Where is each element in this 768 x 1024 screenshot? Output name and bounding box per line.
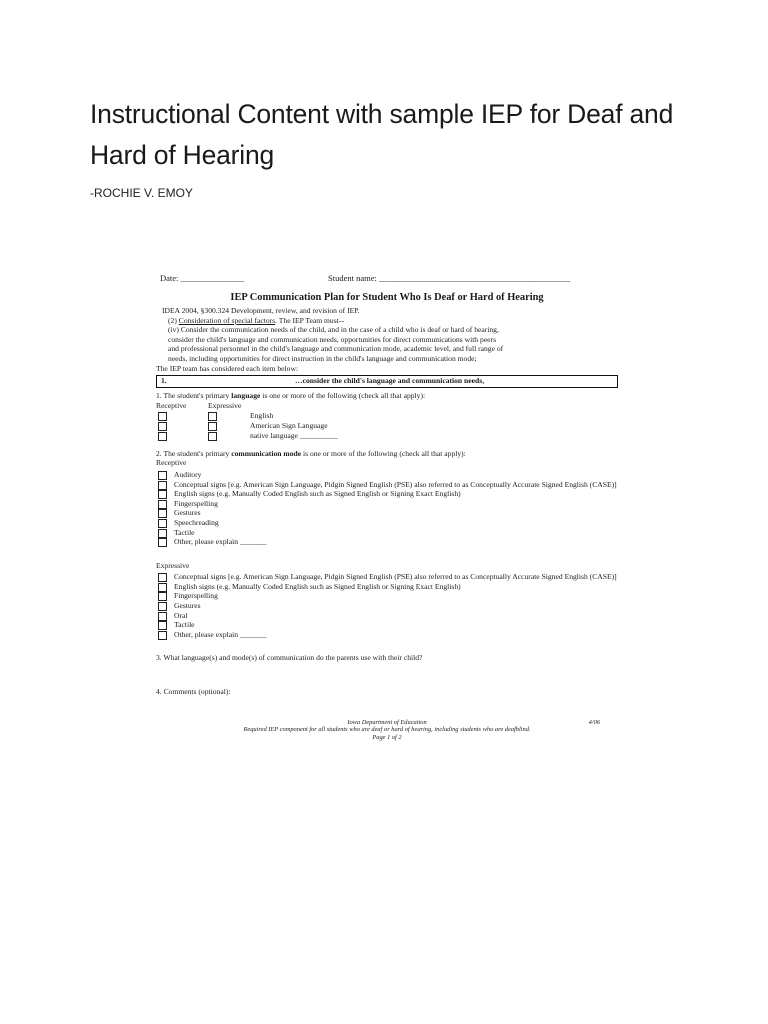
receptive-mode-item — [156, 518, 618, 528]
regulation-paragraph — [156, 325, 618, 363]
language-row — [156, 431, 618, 441]
regulation-line: and professional personnel in the child's language and communication mode, academic level, and full range of — [168, 344, 504, 354]
mode-label: Speechreading — [174, 517, 219, 527]
expressive-checkbox — [208, 432, 217, 441]
expressive-mode-item — [156, 601, 618, 611]
receptive-mode-item — [156, 537, 618, 547]
mode-label: Fingerspelling — [174, 498, 218, 508]
mode-label: Oral — [174, 610, 188, 620]
regulation-line: (iv) Consider the communication needs of the child, and in the case of a child who is deaf or hard of hearing, — [168, 325, 499, 335]
expressive-mode-item — [156, 572, 618, 582]
question-3: 3. What language(s) and mode(s) of communication do the parents use with their child? — [156, 653, 423, 663]
expressive-mode-item — [156, 591, 618, 601]
expressive-modes-heading: Expressive — [156, 560, 190, 570]
student-name-field-label: Student name: _____________________________________________ — [328, 273, 571, 283]
receptive-modes-list — [156, 470, 618, 547]
form-header-fields — [156, 272, 618, 285]
regulation-line: needs, including opportunities for direct instruction in the child's language and communication mode; — [168, 353, 477, 363]
special-factors-suffix: . The IEP Team must-- — [275, 315, 344, 325]
mode-label: Conceptual signs [e.g. American Sign Language, Pidgin Signed English (PSE) also referred to as Conceptually Accurate Signed English (CASE)] — [174, 479, 617, 489]
receptive-mode-item — [156, 508, 618, 518]
question-2 — [156, 449, 618, 459]
language-option-label: native language __________ — [250, 430, 338, 440]
mode-label: Other, please explain _______ — [174, 629, 267, 639]
language-row — [156, 421, 618, 431]
language-option-label: American Sign Language — [250, 420, 328, 430]
author-line: -ROCHIE V. EMOY — [90, 186, 193, 200]
scanned-iep-form — [156, 272, 618, 749]
mode-label: Conceptual signs [e.g. American Sign Language, Pidgin Signed English (PSE) also referred to as Conceptually Accurate Signed English (CASE)] — [174, 572, 617, 582]
regulation-line: consider the child's language and communication needs, opportunities for direct communications with peers — [168, 334, 497, 344]
question-2-bold: communication mode — [231, 448, 302, 458]
receptive-mode-item — [156, 528, 618, 538]
receptive-checkbox — [158, 422, 167, 431]
expressive-column-label: Expressive — [208, 400, 242, 410]
mode-label: English signs (e.g. Manually Coded English such as Signed English or Signing Exact English) — [174, 489, 461, 499]
receptive-mode-item — [156, 499, 618, 509]
receptive-mode-item — [156, 489, 618, 499]
language-option-label: English — [250, 410, 274, 420]
receptive-checkbox — [158, 432, 167, 441]
expressive-checkbox — [208, 422, 217, 431]
mode-label: English signs (e.g. Manually Coded English such as Signed English or Signing Exact English) — [174, 581, 461, 591]
section-box-number: 1. — [161, 376, 167, 386]
mode-label: Tactile — [174, 620, 195, 630]
document-title: Instructional Content with sample IEP for Deaf and Hard of Hearing — [90, 99, 674, 170]
section-box — [156, 375, 618, 388]
mode-label: Fingerspelling — [174, 591, 218, 601]
receptive-column-label: Receptive — [156, 400, 187, 410]
mode-checkbox — [158, 538, 167, 547]
expressive-mode-item — [156, 620, 618, 630]
language-column-headers — [156, 401, 618, 411]
idea-reference: IDEA 2004, §300.324 Development, review, and revision of IEP. — [162, 306, 360, 315]
question-1 — [156, 391, 618, 401]
expressive-mode-item — [156, 630, 618, 640]
form-footer — [156, 719, 618, 749]
question-2-prefix: 2. The student's primary — [156, 448, 232, 458]
question-4: 4. Comments (optional): — [156, 687, 231, 697]
receptive-mode-item — [156, 480, 618, 490]
expressive-mode-item — [156, 611, 618, 621]
mode-checkbox — [158, 631, 167, 640]
receptive-checkbox — [158, 412, 167, 421]
mode-label: Tactile — [174, 527, 195, 537]
question-2-suffix: is one or more of the following (check all that apply): — [301, 448, 466, 458]
team-considered-line: The IEP team has considered each item below: — [156, 363, 299, 373]
footer-department: Iowa Department of Education — [347, 718, 427, 726]
mode-label: Gestures — [174, 508, 201, 518]
form-heading: IEP Communication Plan for Student Who Is Deaf or Hard of Hearing — [230, 292, 544, 303]
footer-page: Page 1 of 2 — [372, 733, 402, 741]
expressive-checkbox — [208, 412, 217, 421]
expressive-modes-list — [156, 572, 618, 639]
special-factors-underlined: Consideration of special factors — [178, 315, 276, 325]
receptive-mode-item — [156, 470, 618, 480]
question-1-suffix: is one or more of the following (check all that apply): — [260, 391, 426, 401]
question-1-bold: language — [231, 391, 261, 401]
special-factors-prefix: (2) — [168, 315, 179, 325]
mode-label: Auditory — [174, 469, 202, 479]
special-factors-line — [156, 316, 618, 326]
date-field-label: Date: _______________ — [160, 273, 245, 283]
mode-label: Gestures — [174, 601, 201, 611]
language-row — [156, 411, 618, 421]
footer-code: 4/06 — [588, 718, 600, 726]
expressive-mode-item — [156, 582, 618, 592]
mode-label: Other, please explain _______ — [174, 537, 267, 547]
receptive-modes-heading: Receptive — [156, 458, 187, 468]
section-box-text: …consider the child's language and communication needs, — [295, 376, 485, 386]
footer-note: Required IEP component for all students who are deaf or hard of hearing, including students who are deafblind. — [243, 726, 531, 734]
question-1-prefix: 1. The student's primary — [156, 391, 232, 401]
